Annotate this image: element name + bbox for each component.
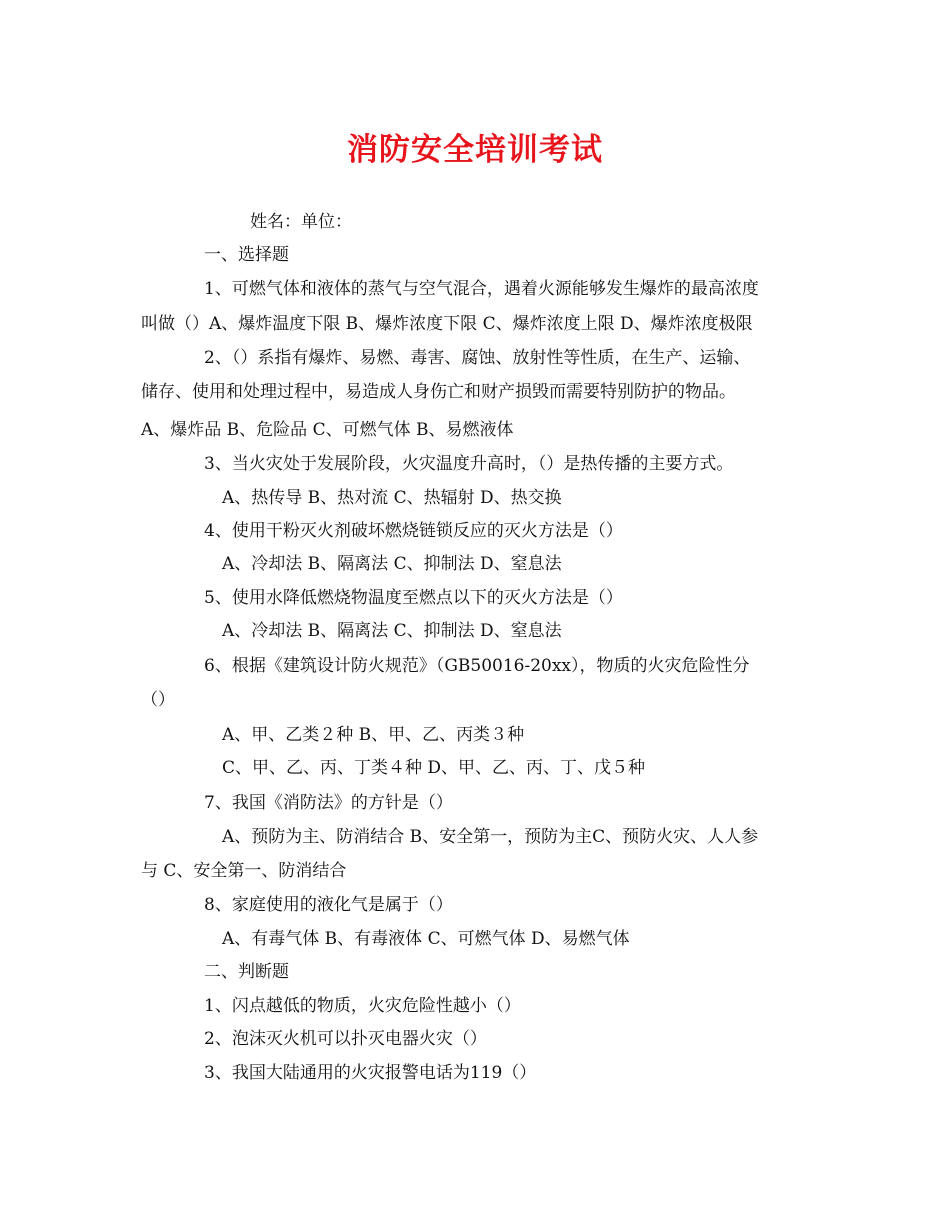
- question-2-line-1: 2、（）系指有爆炸、易燃、毒害、腐蚀、放射性等性质，在生产、运输、: [204, 348, 751, 368]
- question-8-options: A、有毒气体 B、有毒液体 C、可燃气体 D、易燃气体: [222, 929, 630, 949]
- question-2-line-3: A、爆炸品 B、危险品 C、可燃气体 B、易燃液体: [141, 420, 514, 440]
- question-8: 8、家庭使用的液化气是属于（）: [204, 895, 453, 915]
- question-6-options-1: A、甲、乙类２种 B、甲、乙、丙类３种: [222, 725, 525, 745]
- question-1-line-2: 叫做（）A、爆炸温度下限 B、爆炸浓度下限 C、爆炸浓度上限 D、爆炸浓度极限: [141, 314, 753, 334]
- question-6-options-2: C、甲、乙、丙、丁类４种 D、甲、乙、丙、丁、戊５种: [222, 758, 646, 778]
- section-heading-choice: 一、选择题: [204, 245, 289, 265]
- question-5-options: A、冷却法 B、隔离法 C、抑制法 D、窒息法: [222, 621, 562, 641]
- question-5: 5、使用水降低燃烧物温度至燃点以下的灭火方法是（）: [204, 588, 623, 608]
- question-4: 4、使用干粉灭火剂破坏燃烧链锁反应的灭火方法是（）: [204, 521, 623, 541]
- question-3-options: A、热传导 B、热对流 C、热辐射 D、热交换: [222, 488, 562, 508]
- question-2-line-2: 储存、使用和处理过程中，易造成人身伤亡和财产损毁而需要特别防护的物品。: [141, 382, 736, 402]
- question-7: 7、我国《消防法》的方针是（）: [204, 793, 453, 813]
- question-1-line-1: 1、可燃气体和液体的蒸气与空气混合，遇着火源能够发生爆炸的最高浓度: [204, 279, 759, 299]
- question-6-line-1: 6、根据《建筑设计防火规范》（GB50016-20xx），物质的火灾危险性分: [204, 656, 750, 676]
- question-7-options-1: A、预防为主、防消结合 B、安全第一，预防为主C、预防火灾、人人参: [222, 827, 759, 847]
- question-6-line-2: （）: [141, 690, 175, 710]
- page-title: 消防安全培训考试: [347, 132, 603, 168]
- section-heading-judgment: 二、判断题: [204, 962, 289, 982]
- question-4-options: A、冷却法 B、隔离法 C、抑制法 D、窒息法: [222, 554, 562, 574]
- question-7-options-2: 与 C、安全第一、防消结合: [141, 861, 347, 881]
- judgment-2: 2、泡沫灭火机可以扑灭电器火灾（）: [204, 1029, 487, 1049]
- name-unit-line: 姓名：单位：: [250, 212, 352, 232]
- judgment-3: 3、我国大陆通用的火灾报警电话为119（）: [204, 1063, 537, 1083]
- judgment-1: 1、闪点越低的物质，火灾危险性越小（）: [204, 996, 521, 1016]
- question-3: 3、当火灾处于发展阶段，火灾温度升高时，（）是热传播的主要方式。: [204, 454, 734, 474]
